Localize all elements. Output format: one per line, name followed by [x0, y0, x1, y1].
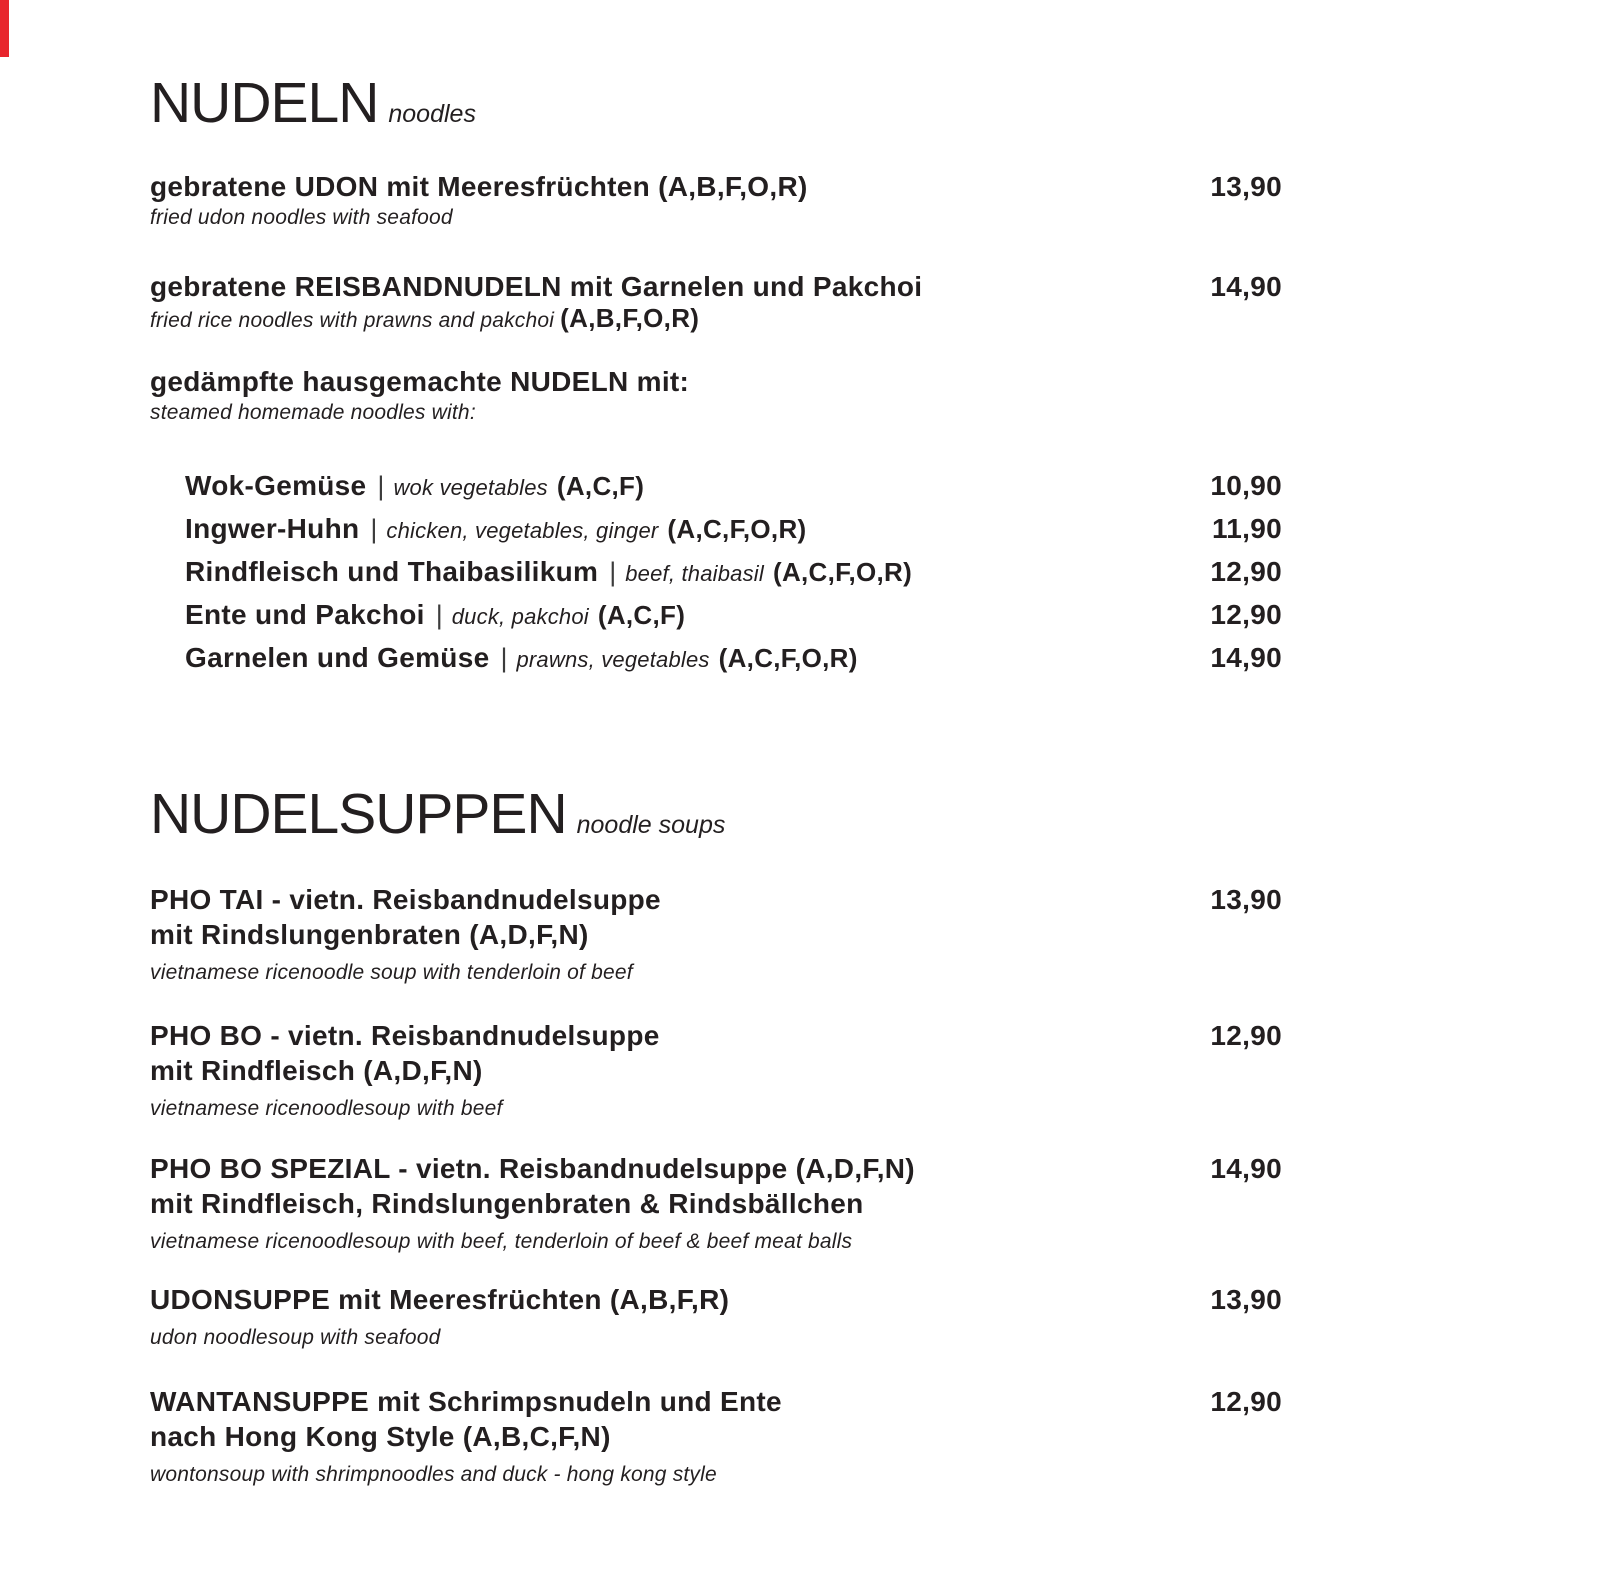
variant-description: duck, pakchoi: [451, 604, 589, 629]
separator-bar: |: [609, 557, 617, 587]
menu-content: [150, 0, 1282, 1488]
item-name: gebratene UDON mit Meeresfrüchten (A,B,F,O,R): [150, 171, 808, 202]
variant-item: [185, 599, 1282, 642]
item-price: 12,90: [1210, 1020, 1282, 1051]
variant-description: chicken, vegetables, ginger: [386, 518, 659, 543]
item-description: steamed homemade noodles with:: [150, 401, 476, 424]
section-nudelsuppen: [150, 783, 1282, 1488]
separator-bar: |: [370, 514, 378, 544]
item-description: vietnamese ricenoodle soup with tenderloin of beef: [150, 961, 633, 984]
variant-name: Ingwer-Huhn: [185, 513, 360, 544]
item-price: 12,90: [1210, 1386, 1282, 1417]
item-price: 13,90: [1210, 1284, 1282, 1315]
item-name-line2: nach Hong Kong Style (A,B,C,F,N): [150, 1421, 611, 1452]
item-name-line1: PHO BO SPEZIAL - vietn. Reisbandnudelsuppe (A,D,F,N): [150, 1153, 915, 1184]
variant-name: Garnelen und Gemüse: [185, 642, 490, 673]
menu-item: [150, 364, 1282, 426]
item-description: vietnamese ricenoodlesoup with beef: [150, 1097, 503, 1120]
item-description: fried udon noodles with seafood: [150, 206, 453, 229]
variant-name: Wok-Gemüse: [185, 470, 367, 501]
separator-bar: |: [435, 600, 443, 630]
variant-item: [185, 513, 1282, 556]
variant-name: Rindfleisch und Thaibasilikum: [185, 556, 599, 587]
allergen-codes: (A,C,F,O,R): [718, 643, 858, 673]
variant-list: [185, 470, 1282, 685]
variant-description: wok vegetables: [393, 475, 548, 500]
variant-name: Ente und Pakchoi: [185, 599, 425, 630]
item-price: 13,90: [1210, 884, 1282, 915]
section-title: NUDELSUPPEN: [150, 782, 567, 846]
allergen-codes: (A,C,F): [597, 600, 686, 630]
section-subtitle: noodles: [388, 100, 476, 128]
separator-bar: |: [500, 643, 508, 673]
menu-item: [150, 1384, 1282, 1488]
item-name: gedämpfte hausgemachte NUDELN mit:: [150, 366, 690, 397]
section-nudeln-heading: [150, 72, 1282, 145]
section-title: NUDELN: [150, 71, 379, 135]
item-name-line1: PHO TAI - vietn. Reisbandnudelsuppe: [150, 884, 661, 915]
item-price: 14,90: [1210, 271, 1282, 302]
item-price: 13,90: [1210, 171, 1282, 202]
section-subtitle: noodle soups: [576, 811, 726, 839]
item-name-line2: mit Rindslungenbraten (A,D,F,N): [150, 919, 589, 950]
item-description: vietnamese ricenoodlesoup with beef, tenderloin of beef & beef meat balls: [150, 1230, 853, 1253]
menu-item: [150, 1282, 1282, 1351]
allergen-codes: (A,C,F): [556, 471, 645, 501]
menu-item: [150, 882, 1282, 986]
variant-price: 14,90: [1210, 642, 1282, 673]
variant-price: 12,90: [1210, 599, 1282, 630]
variant-description: prawns, vegetables: [516, 647, 710, 672]
item-name-line1: WANTANSUPPE mit Schrimpsnudeln und Ente: [150, 1386, 782, 1417]
red-accent-mark: [0, 0, 9, 57]
item-name: gebratene REISBANDNUDELN mit Garnelen und Pakchoi: [150, 271, 923, 302]
item-name-line2: mit Rindfleisch, Rindslungenbraten & Rindsbällchen: [150, 1188, 864, 1219]
item-name-line1: UDONSUPPE mit Meeresfrüchten (A,B,F,R): [150, 1284, 730, 1315]
menu-item: [150, 169, 1282, 231]
variant-price: 12,90: [1210, 556, 1282, 587]
item-description: fried rice noodles with prawns and pakchoi (A,B,F,O,R): [150, 303, 700, 333]
allergen-codes: (A,C,F,O,R): [667, 514, 807, 544]
variant-description: beef, thaibasil: [625, 561, 764, 586]
item-description: wontonsoup with shrimpnoodles and duck - hong kong style: [150, 1463, 717, 1486]
item-name-line2: mit Rindfleisch (A,D,F,N): [150, 1055, 483, 1086]
menu-item: [150, 269, 1282, 334]
item-name-line1: PHO BO - vietn. Reisbandnudelsuppe: [150, 1020, 660, 1051]
allergen-codes: (A,C,F,O,R): [772, 557, 913, 587]
variant-price: 11,90: [1211, 513, 1282, 544]
variant-item: [185, 642, 1282, 685]
variant-item: [185, 556, 1282, 599]
variant-item: [185, 470, 1282, 513]
item-price: 14,90: [1210, 1153, 1282, 1184]
allergen-codes: (A,B,F,O,R): [560, 303, 700, 333]
section-nudeln: [150, 72, 1282, 685]
section-nudelsuppen-heading: [150, 783, 1282, 856]
menu-item: [150, 1151, 1282, 1255]
variant-price: 10,90: [1210, 470, 1282, 501]
item-description: udon noodlesoup with seafood: [150, 1326, 441, 1349]
separator-bar: |: [377, 471, 385, 501]
menu-item: [150, 1018, 1282, 1122]
